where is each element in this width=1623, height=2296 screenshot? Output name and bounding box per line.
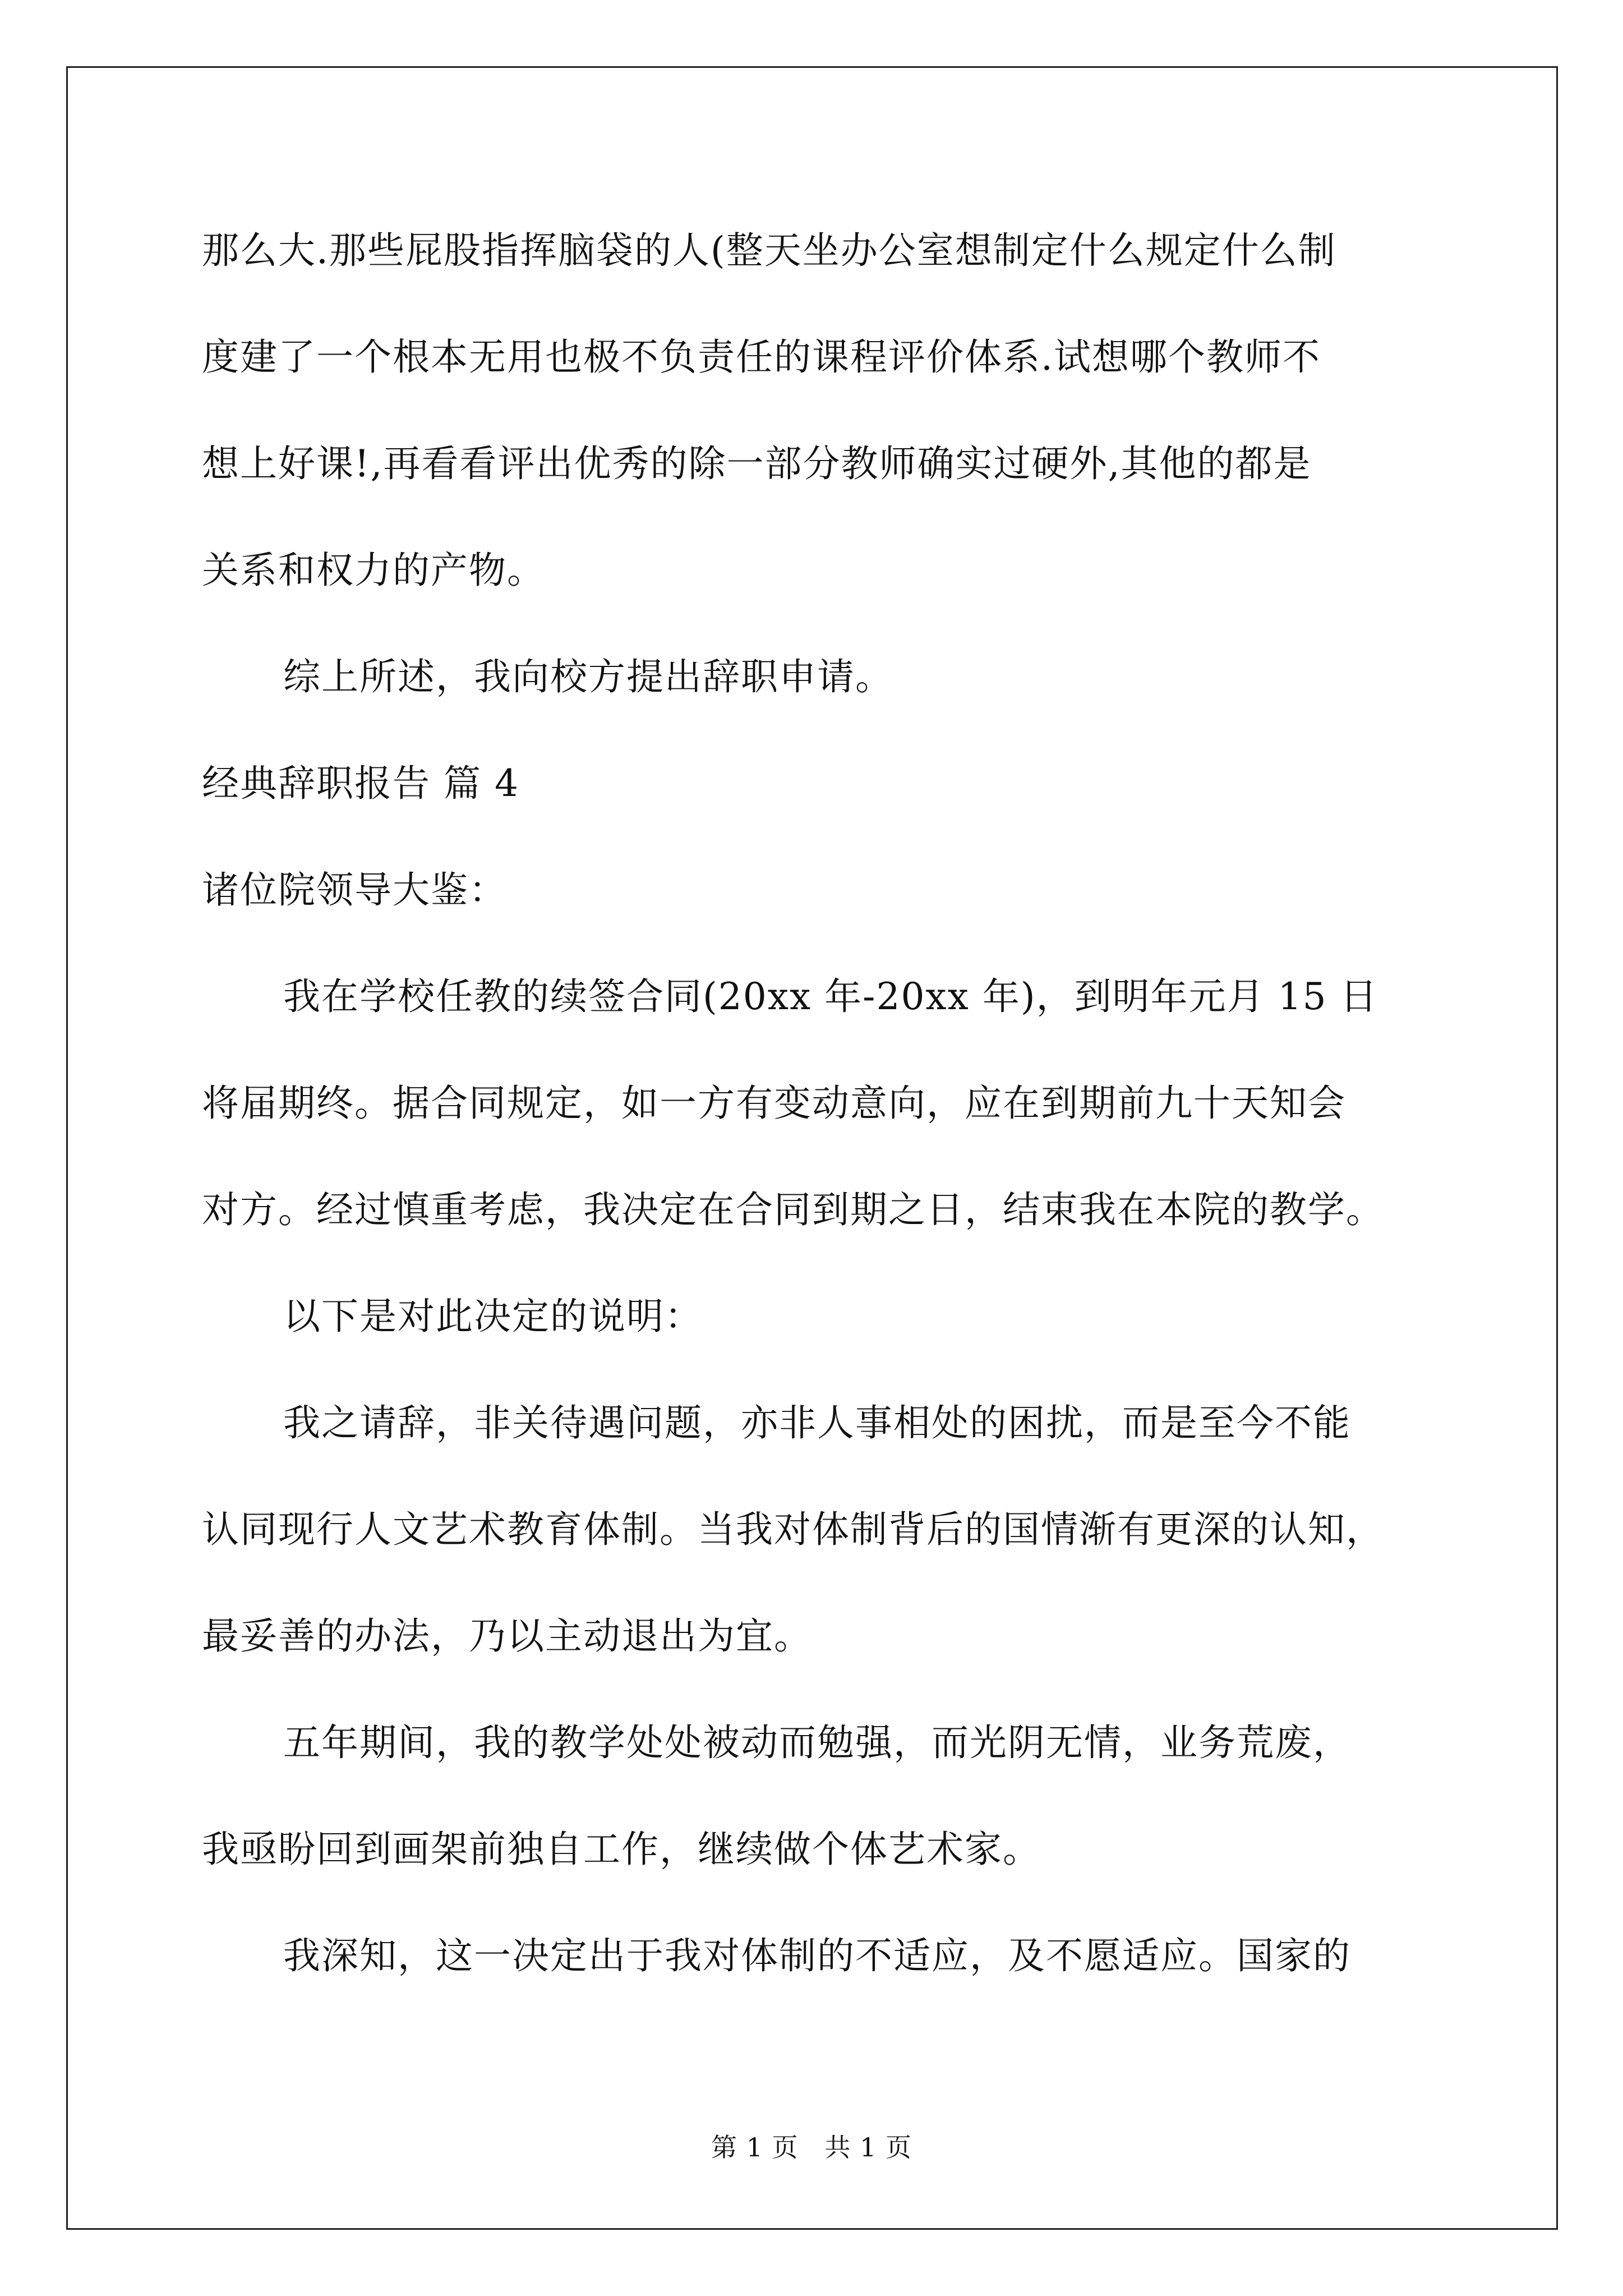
body-line-11: 以下是对此决定的说明： <box>283 1295 703 1338</box>
salutation: 诸位院领导大鉴： <box>202 868 507 912</box>
body-line-14: 最妥善的办法，乃以主动退出为宜。 <box>202 1614 812 1658</box>
body-line-16: 我亟盼回到画架前独自工作，继续做个体艺术家。 <box>202 1828 1041 1871</box>
body-line-17: 我深知，这一决定出于我对体制的不适应，及不愿适应。国家的 <box>283 1934 1351 1977</box>
body-line-3: 想上好课!,再看看评出优秀的除一部分教师确实过硬外,其他的都是 <box>202 442 1312 485</box>
body-line-4: 关系和权力的产物。 <box>202 549 545 592</box>
body-line-8: 我在学校任教的续签合同(20xx 年-20xx 年)，到明年元月 15 日 <box>283 975 1378 1018</box>
section-heading: 经典辞职报告 篇 4 <box>202 762 519 805</box>
body-line-9: 将届期终。据合同规定，如一方有变动意向，应在到期前九十天知会 <box>202 1082 1346 1125</box>
body-line-15: 五年期间，我的教学处处被动而勉强，而光阴无情，业务荒废， <box>283 1721 1351 1764</box>
body-line-5: 综上所述，我向校方提出辞职申请。 <box>283 655 893 698</box>
page-footer: 第 1 页 共 1 页 <box>711 2132 912 2162</box>
body-line-10: 对方。经过慎重考虑，我决定在合同到期之日，结束我在本院的教学。 <box>202 1188 1384 1231</box>
body-line-1: 那么大.那些屁股指挥脑袋的人(整天坐办公室想制定什么规定什么制 <box>202 229 1336 272</box>
body-line-2: 度建了一个根本无用也极不负责任的课程评价体系.试想哪个教师不 <box>202 335 1321 379</box>
page-border <box>66 66 1558 2230</box>
body-line-12: 我之请辞，非关待遇问题，亦非人事相处的困扰，而是至今不能 <box>283 1401 1351 1444</box>
body-line-13: 认同现行人文艺术教育体制。当我对体制背后的国情渐有更深的认知， <box>202 1508 1384 1551</box>
